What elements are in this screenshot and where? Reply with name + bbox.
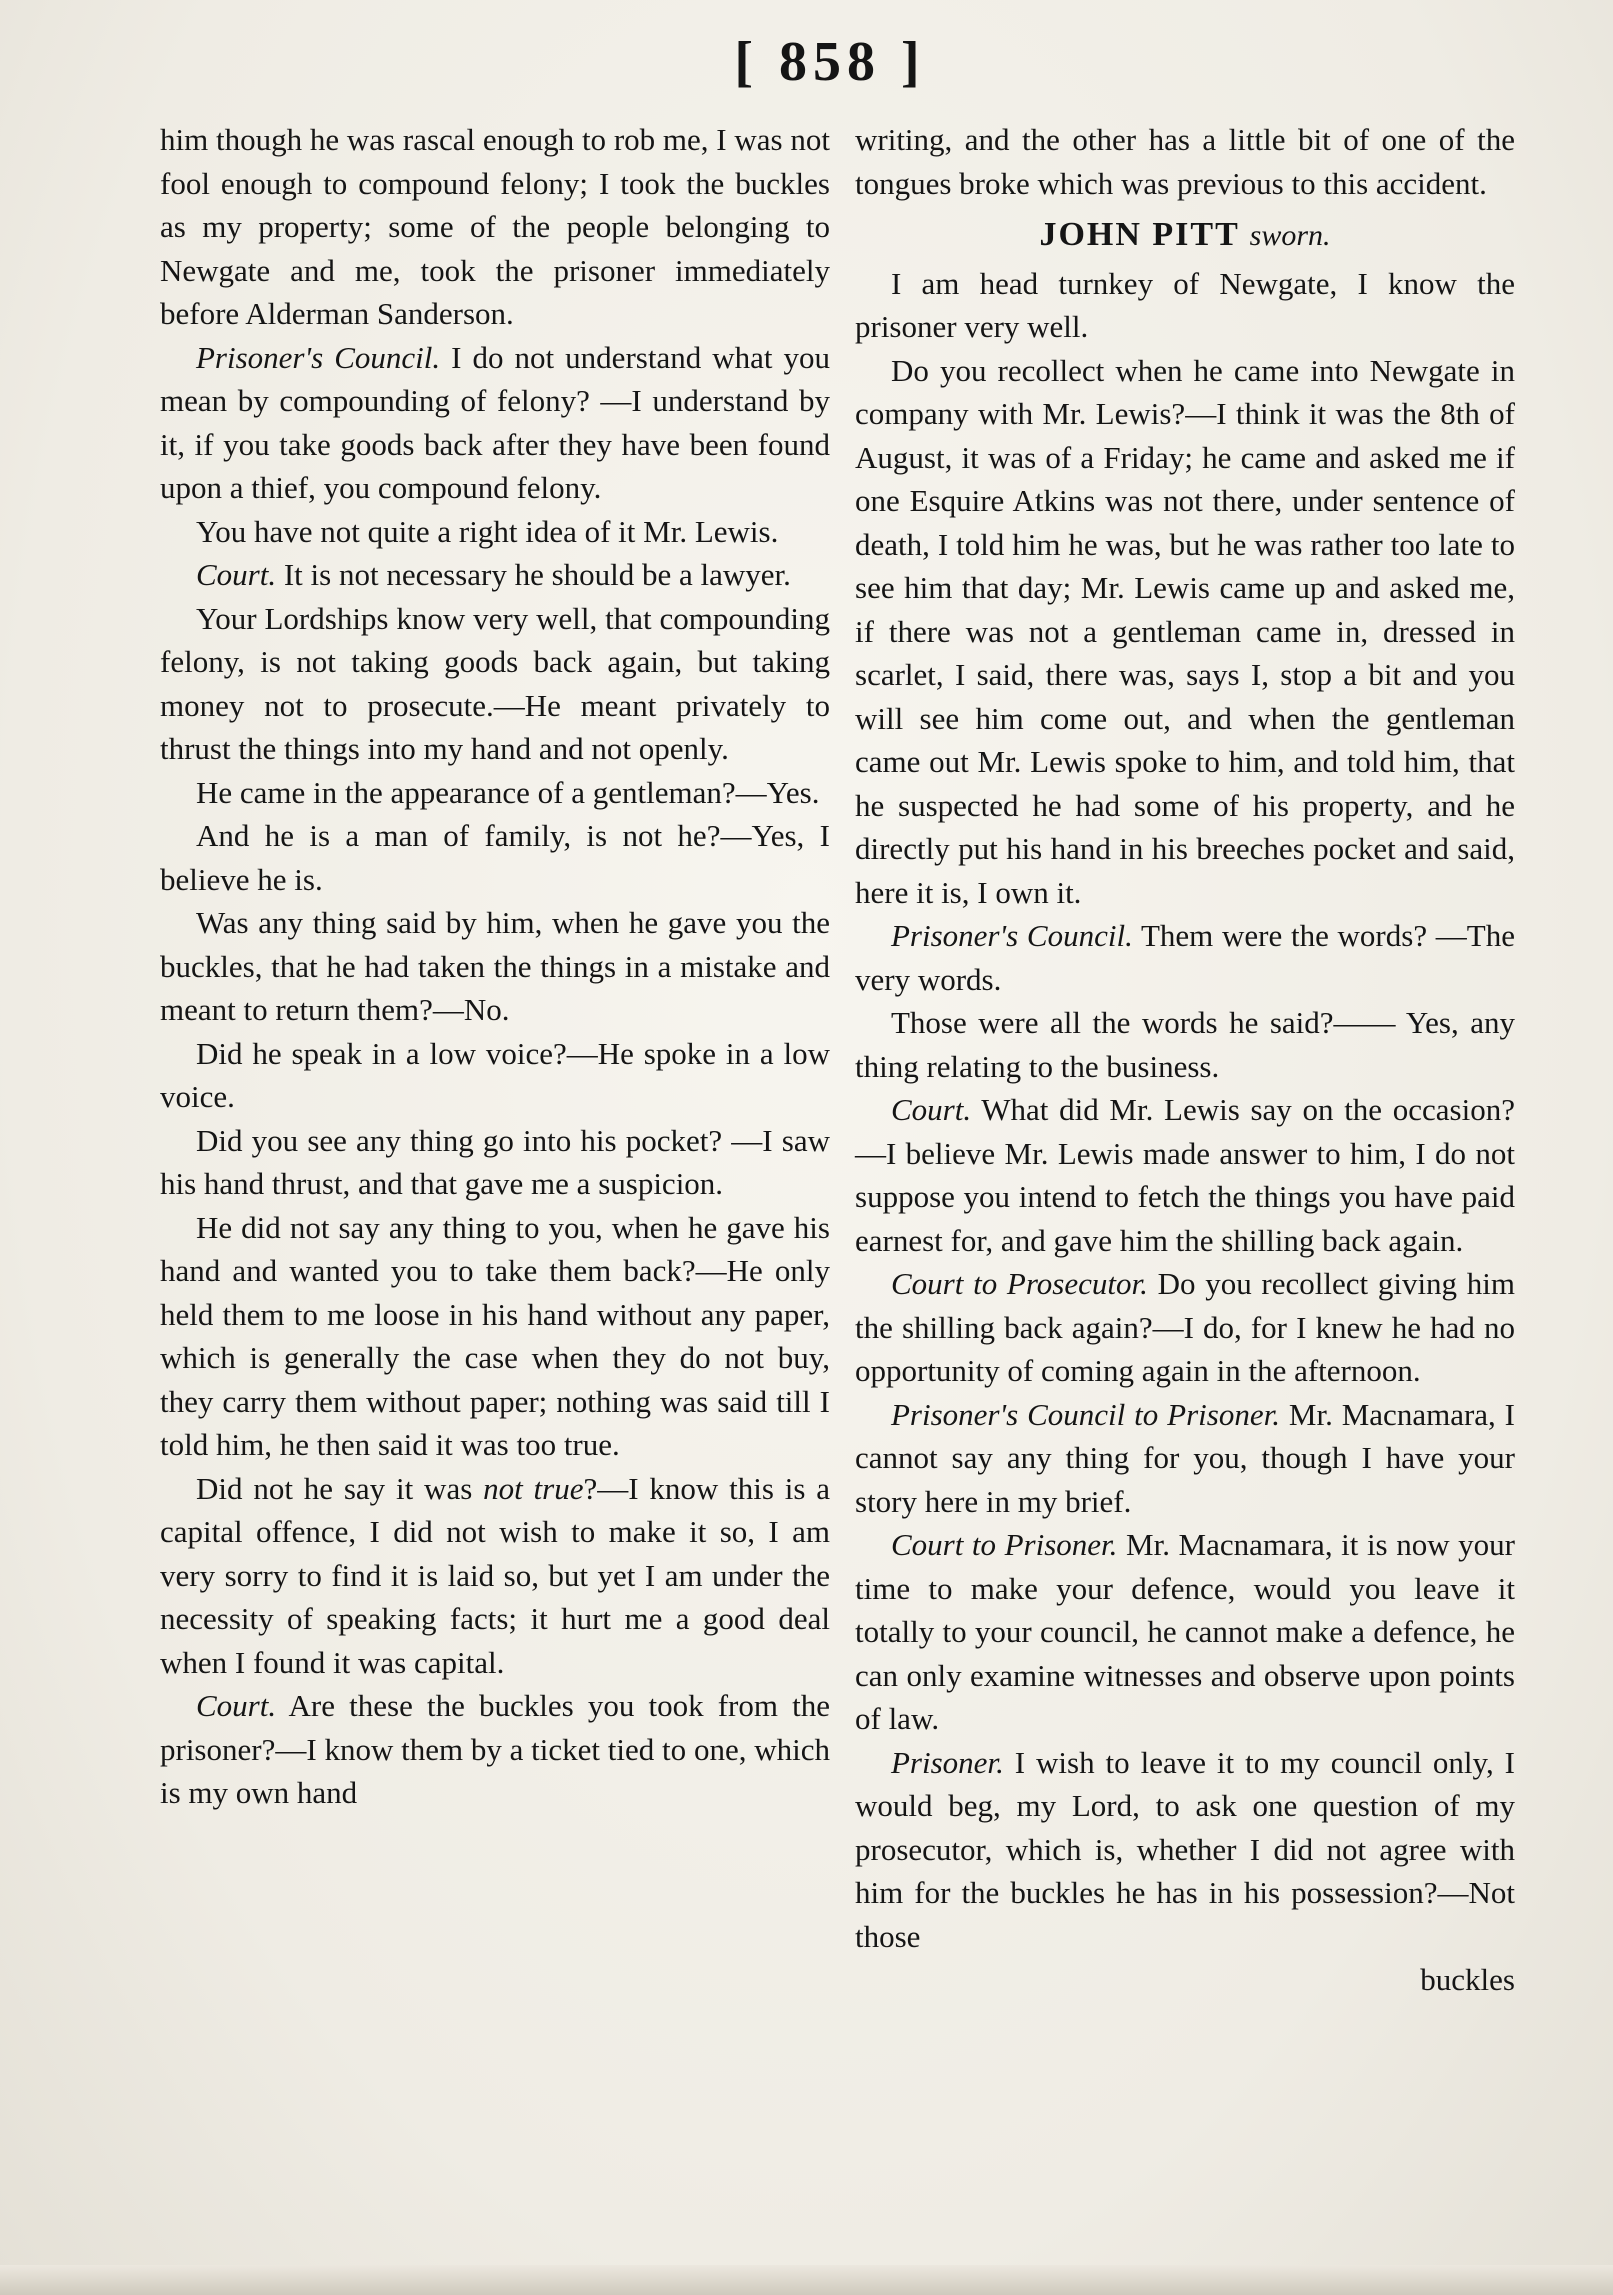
paragraph: Prisoner's Council to Prisoner. Mr. Macnamara, I cannot say any thing for you, though I have your story here in my brief. [855,1396,1516,1519]
speaker-label: Prisoner's Council. [196,339,441,375]
paragraph: writing, and the other has a little bit of one of the tongues broke which was previous to this accident. [855,122,1515,201]
catchword: buckles [1420,1962,1515,1997]
paragraph: He did not say any thing to you, when he gave his hand and wanted you to take them back?—He only held them to me loose in his hand without any paper, which is generally the case when they do not buy, they carry them without paper; nothing was said till I told him, he then said it was too true. [160,1209,830,1462]
paragraph: Court. What did Mr. Lewis say on the occasion?—I believe Mr. Lewis made answer to him, I do not suppose you intend to fetch the things you have paid earnest for, and gave him the shilling back again. [855,1092,1515,1258]
paragraph: Prisoner. I wish to leave it to my council only, I would beg, my Lord, to ask one question of my prosecutor, which is, whether I did not agree with him for the buckles he has in his possession?—Not those [855,1744,1516,1954]
speaker-label: Prisoner's Council. [891,918,1133,953]
page-number: [ 858 ] [734,31,926,93]
right-column [855,118,1515,2002]
paragraph: You have not quite a right idea of it Mr. Lewis. [196,513,779,549]
speaker-label: Prisoner. [891,1744,1004,1780]
speaker-label: Prisoner's Council to Prisoner. [891,1396,1280,1432]
paragraph: Court to Prosecutor. Do you recollect giving him the shilling back again?—I do, for I knew he had no opportunity of coming again in the afternoon. [855,1266,1516,1388]
paragraph: Do you recollect when he came into Newgate in company with Mr. Lewis?—I think it was the 8th of August, it was of a Friday; he came and asked me if one Esquire Atkins was not there, under sentence of death, I told him he was, but he was rather too late to see him that day; Mr. Lewis came up and asked me, if there was not a gentleman came in, dressed in scarlet, I said, there was, says I, stop a bit and you will see him come out, and when the gentleman came out Mr. Lewis spoke to him, and told him, that he suspected he had some of his property, and he directly put his hand in his breeches pocket and said, here it is, I own it. [855,352,1515,910]
paragraph: Was any thing said by him, when he gave you the buckles, that he had taken the things in a mistake and meant to return them?—No. [160,905,830,1027]
witness-heading [855,213,1515,258]
paragraph: And he is a man of family, is not he?—Yes, I believe he is. [160,818,830,897]
paragraph: I am head turnkey of Newgate, I know the prisoner very well. [855,265,1515,344]
speaker-label: Court. [196,1688,277,1723]
witness-sworn: sworn. [1249,219,1331,252]
paragraph: Court. It is not necessary he should be a lawyer. [196,557,791,592]
paragraph: Did he speak in a low voice?—He spoke in a low voice. [160,1035,830,1114]
emphasis: not true [483,1470,584,1506]
speaker-label: Court. [891,1092,972,1127]
speaker-label: Court to Prosecutor. [891,1266,1148,1301]
speaker-label: Court. [196,557,277,592]
paragraph: Prisoner's Council. I do not understand what you mean by compounding of felony? —I understand by it, if you take goods back after they have been found upon a thief, you compound felony. [160,339,831,505]
paragraph: Your Lordships know very well, that compounding felony, is not taking goods back again, but taking money not to prosecute.—He meant privately to thrust the things into my hand and not openly. [160,600,830,766]
paragraph: him though he was rascal enough to rob me, I was not fool enough to compound felony; I took the buckles as my property; some of the people belonging to Newgate and me, took the prisoner immediately before Alderman Sanderson. [160,122,830,331]
paragraph: Did you see any thing go into his pocket? —I saw his hand thrust, and that gave me a suspicion. [160,1122,830,1201]
speaker-label: Court to Prisoner. [891,1527,1118,1562]
witness-name: JOHN PITT [1039,216,1240,253]
paragraph: Court. Are these the buckles you took from the prisoner?—I know them by a ticket tied to one, which is my own hand [160,1688,830,1810]
paragraph: Prisoner's Council. Them were the words? —The very words. [855,918,1515,997]
paragraph: He came in the appearance of a gentleman?—Yes. [196,774,820,810]
page-edge [0,2265,1613,2295]
left-column [160,118,830,1815]
paragraph: Those were all the words he said?—— Yes, any thing relating to the business. [855,1005,1515,1084]
paragraph: Did not he say it was not true?—I know this is a capital offence, I did not wish to make it so, I am very sorry to find it is laid so, but yet I am under the necessity of speaking facts; it hurt me a good deal when I found it was capital. [160,1470,830,1680]
paragraph: Court to Prisoner. Mr. Macnamara, it is now your time to make your defence, would you leave it totally to your council, he cannot make a defence, he can only examine witnesses and observe upon points of law. [855,1527,1515,1736]
